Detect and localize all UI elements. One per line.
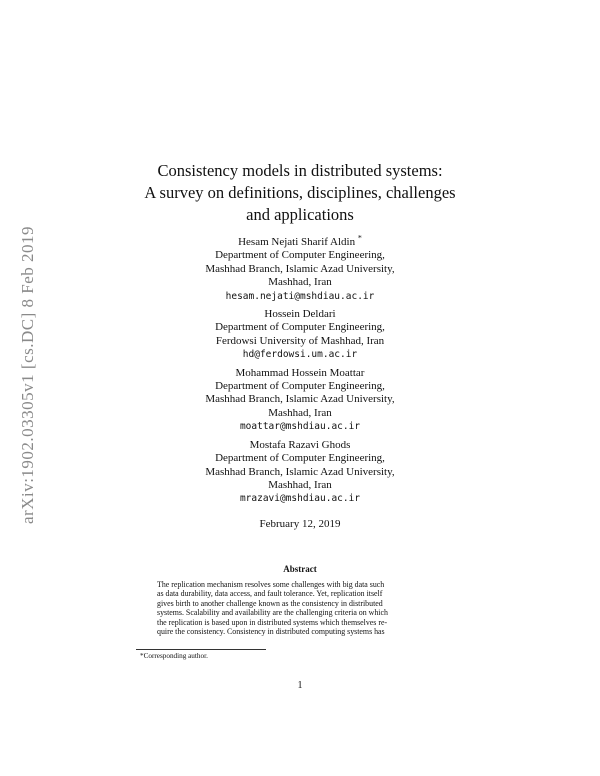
publication-date: February 12, 2019: [259, 518, 341, 530]
author-affiliation-line: Mashhad, Iran: [268, 478, 332, 491]
author-name: Hossein Deldari: [264, 308, 336, 321]
title-line-1: Consistency models in distributed systems:: [157, 161, 443, 180]
author-affiliation-line: Ferdowsi University of Mashhad, Iran: [215, 334, 385, 347]
abstract-body: [157, 580, 444, 636]
author-affiliation-line: Department of Computer Engineering,: [215, 249, 385, 262]
title-line-3: and applications: [246, 205, 354, 224]
abstract-line: quire the consistency. Consistency in distributed computing systems has: [157, 627, 385, 637]
author-name: Mostafa Razavi Ghods: [249, 438, 351, 451]
author-email: hd@ferdowsi.um.ac.ir: [242, 349, 358, 361]
paper-title: [120, 160, 480, 226]
author-affiliation-line: Mashhad Branch, Islamic Azad University,: [205, 465, 395, 478]
author-affiliation-line: Mashhad, Iran: [268, 406, 332, 419]
title-line-2: A survey on definitions, disciplines, challenges: [144, 183, 456, 202]
abstract-line: as data durability, data access, and fault tolerance. Yet, replication itself: [157, 589, 383, 599]
author-block-3: [150, 367, 450, 434]
corresponding-author-mark: *: [357, 233, 362, 243]
author-block-4: [150, 439, 450, 506]
abstract-heading: Abstract: [283, 564, 317, 574]
author-affiliation-line: Department of Computer Engineering,: [215, 321, 385, 334]
author-list: [150, 233, 450, 511]
abstract-line: The replication mechanism resolves some challenges with big data such: [157, 580, 385, 589]
arxiv-identifier-stamp: arXiv:1902.03305v1 [cs.DC] 8 Feb 2019: [18, 225, 37, 525]
footnote-divider: [136, 649, 266, 650]
author-affiliation-line: Department of Computer Engineering,: [215, 452, 385, 465]
author-affiliation-line: Mashhad, Iran: [268, 276, 332, 289]
author-name: Mohammad Hossein Moattar: [235, 366, 365, 379]
abstract-line: the replication is based upon in distributed systems which themselves re-: [157, 617, 388, 627]
author-email: moattar@mshdiau.ac.ir: [239, 421, 361, 433]
author-affiliation-line: Mashhad Branch, Islamic Azad University,: [205, 393, 395, 406]
page-number: 1: [297, 680, 303, 691]
author-email: mrazavi@mshdiau.ac.ir: [239, 493, 361, 505]
author-block-2: [150, 308, 450, 362]
author-name-line: [150, 233, 450, 249]
author-affiliation-line: Mashhad Branch, Islamic Azad University,: [205, 262, 395, 275]
author-name: Hesam Nejati Sharif Aldin: [238, 236, 356, 248]
abstract-line: gives birth to another challenge known as the consistency in distributed: [157, 598, 383, 608]
author-block-1: [150, 233, 450, 303]
author-email: hesam.nejati@mshdiau.ac.ir: [225, 290, 375, 302]
footnote-corresponding-author: *Corresponding author.: [140, 652, 208, 660]
abstract-line: systems. Scalability and availability are the challenging criteria on which: [157, 608, 388, 618]
author-affiliation-line: Department of Computer Engineering,: [215, 380, 385, 393]
